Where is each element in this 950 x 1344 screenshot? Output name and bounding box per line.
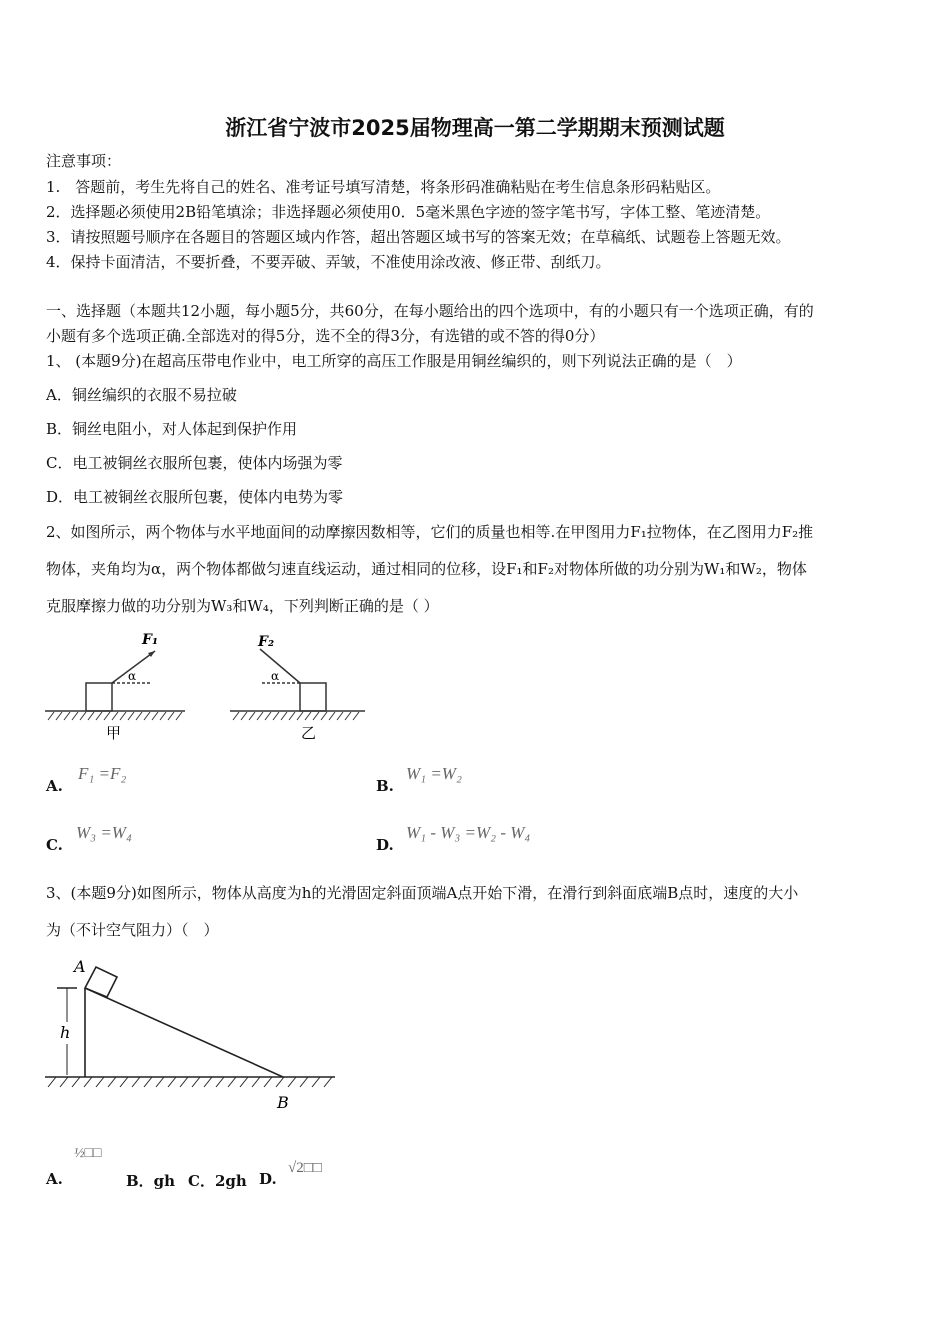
q2-stem: 2、如图所示，两个物体与水平地面间的动摩擦因数相等，它们的质量也相等.在甲图用力F₁拉物体，在乙图用力F₂推	[46, 523, 814, 541]
q2-option-a-label: A.	[46, 777, 63, 795]
angle-label: α	[271, 669, 280, 683]
q2-stem: 克服摩擦力做的功分别为W₃和W₄，下列判断正确的是（ ）	[46, 597, 439, 615]
q2-option-b-label: B.	[376, 777, 394, 795]
note-item: 1. 答题前，考生先将自己的姓名、准考证号填写清楚，将条形码准确粘贴在考生信息条形码粘贴区。	[46, 178, 721, 196]
q2-option-c-expr: W₃ =W₄	[76, 823, 132, 842]
note-item: 2．选择题必须使用2B铅笔填涂；非选择题必须使用0．5毫米黑色字迹的签字笔书写，字体工整、笔迹清楚。	[46, 203, 771, 221]
q3-option-d-label: D.	[259, 1170, 277, 1188]
q1-option-c: C．电工被铜丝衣服所包裹，使体内场强为零	[46, 454, 343, 472]
q3-option-a-label: A.	[46, 1170, 63, 1188]
force-label-f2: F₂	[258, 634, 275, 650]
q3-option-b: B．gh	[126, 1172, 176, 1190]
section-heading: 小题有多个选项正确.全部选对的得5分，选不全的得3分，有选错的或不答的得0分）	[46, 327, 605, 345]
q2-option-b-expr: W₁ =W₂	[406, 764, 462, 783]
q2-figure	[40, 620, 380, 745]
q3-stem: 为（不计空气阻力）（ ）	[46, 921, 219, 939]
q2-option-a-expr: F₁ =F₂	[78, 764, 127, 783]
q3-option-a-expr: ½□□	[74, 1146, 102, 1161]
angle-label: α	[128, 669, 137, 683]
note-item: 3．请按照题号顺序在各题目的答题区域内作答，超出答题区域书写的答案无效；在草稿纸、试题卷上答题无效。	[46, 228, 791, 246]
q3-figure	[40, 950, 340, 1120]
point-a-label: A	[74, 957, 86, 976]
page-title: 浙江省宁波市2025届物理高一第二学期期末预测试题	[225, 116, 725, 140]
section-heading: 一、选择题（本题共12小题，每小题5分，共60分，在每小题给出的四个选项中，有的小题只有一个选项正确，有的	[46, 302, 814, 320]
q2-option-d-expr: W₁ - W₃ =W₂ - W₄	[406, 823, 531, 842]
q3-stem: 3、(本题9分)如图所示，物体从高度为h的光滑固定斜面顶端A点开始下滑，在滑行到斜面底端B点时，速度的大小	[46, 884, 799, 902]
q2-option-d-label: D.	[376, 836, 394, 854]
note-item: 4．保持卡面清洁，不要折叠，不要弄破、弄皱，不准使用涂改液、修正带、刮纸刀。	[46, 253, 611, 271]
caption-yi: 乙	[301, 724, 317, 742]
height-label: h	[60, 1023, 71, 1042]
q1-stem: 1、 (本题9分)在超高压带电作业中，电工所穿的高压工作服是用铜丝编织的，则下列说法正确的是（ ）	[46, 352, 742, 370]
q3-option-d-expr: √2□□	[288, 1160, 322, 1176]
notes-heading: 注意事项：	[46, 152, 122, 170]
q1-option-b: B．铜丝电阻小，对人体起到保护作用	[46, 420, 298, 438]
force-label-f1: F₁	[142, 632, 159, 648]
point-b-label: B	[277, 1093, 289, 1112]
q1-option-d: D．电工被铜丝衣服所包裹，使体内电势为零	[46, 488, 344, 506]
q2-stem: 物体，夹角均为α，两个物体都做匀速直线运动，通过相同的位移，设F₁和F₂对物体所做的功分别为W₁和W₂，物体	[46, 560, 807, 578]
q3-option-c: C．2gh	[188, 1172, 247, 1190]
q1-option-a: A．铜丝编织的衣服不易拉破	[46, 386, 237, 404]
q2-option-c-label: C.	[46, 836, 63, 854]
caption-jia: 甲	[106, 724, 122, 742]
